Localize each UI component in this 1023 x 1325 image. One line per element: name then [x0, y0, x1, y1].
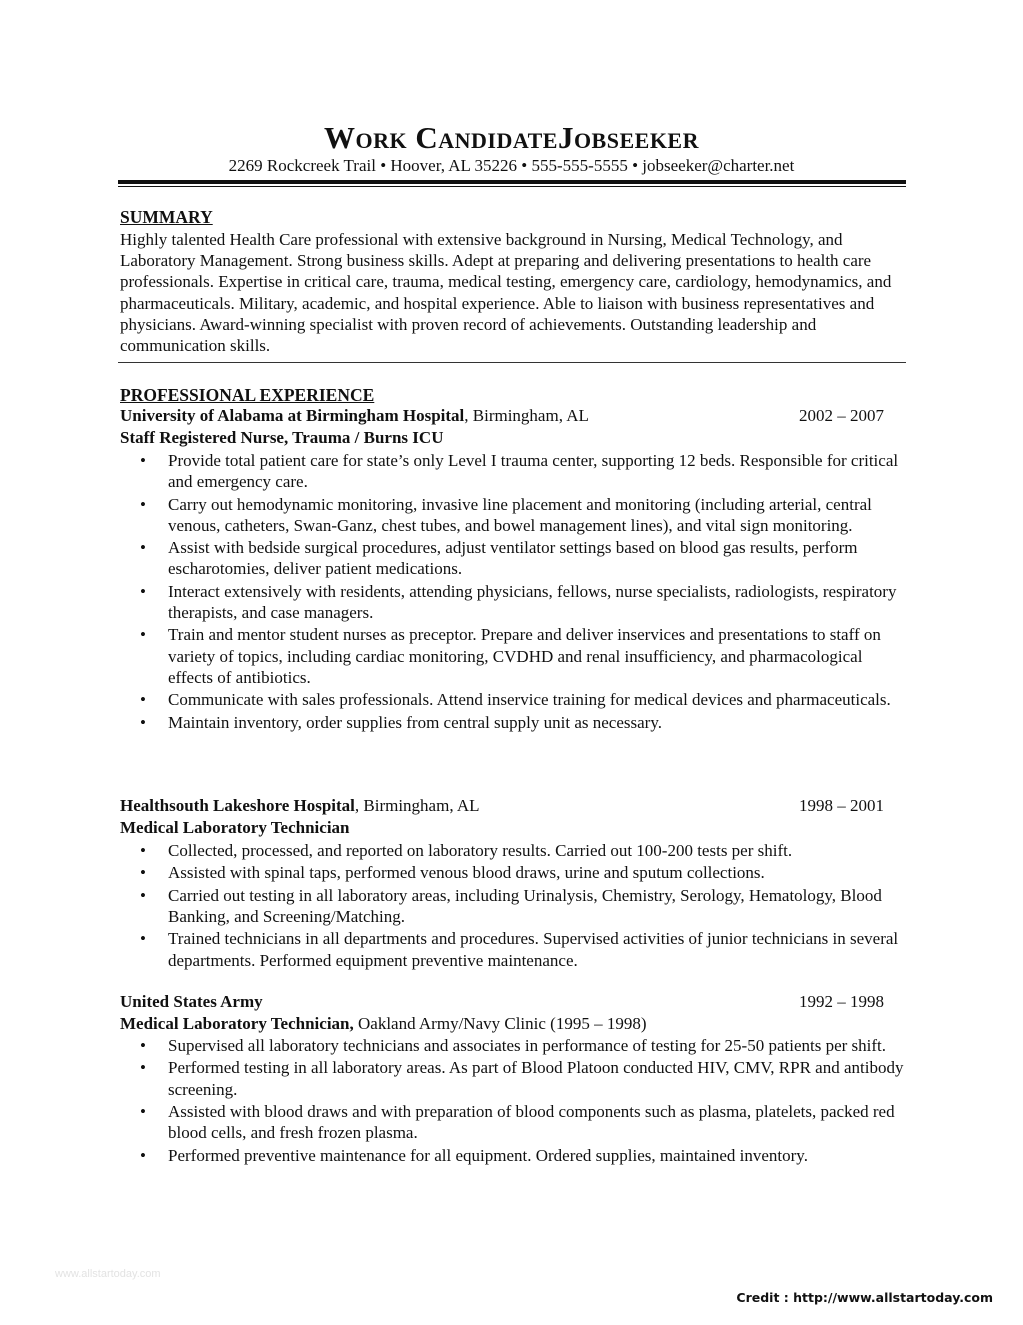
header-rule-thick — [118, 180, 906, 184]
summary-heading: SUMMARY — [120, 207, 213, 227]
header-rule-thin — [118, 186, 906, 187]
job-dates: 1992 – 1998 — [799, 992, 884, 1011]
experience-heading: PROFESSIONAL EXPERIENCE — [120, 385, 375, 405]
contact-line: 2269 Rockcreek Trail • Hoover, AL 35226 • 555-555-5555 • jobseeker@charter.net — [228, 156, 795, 175]
employer-name: Healthsouth Lakeshore Hospital — [120, 796, 355, 815]
job-title-healthsouth — [120, 817, 350, 839]
candidate-name: Work CandidateJobseeker — [323, 120, 699, 155]
job-header-uab — [120, 405, 884, 427]
list-item: • Trained technicians in all departments and procedures. Supervised activities of junior technicians in several departments. Performed equipment preventive maintenance. — [120, 928, 910, 970]
list-item: • Assisted with blood draws and with preparation of blood components such as plasma, platelets, packed red blood cells, and fresh frozen plasma. — [120, 1101, 910, 1143]
list-item: • Interact extensively with residents, attending physicians, fellows, nurse specialists, radiologists, respiratory therapists, and case managers. — [120, 581, 910, 623]
job-bullets-healthsouth — [120, 840, 910, 972]
site-watermark: www.allstartoday.com — [55, 1268, 161, 1280]
employer-name: United States Army — [120, 992, 263, 1011]
list-item: • Carried out testing in all laboratory areas, including Urinalysis, Chemistry, Serology, Hematology, Blood Banking, and Screening/Matching. — [120, 885, 910, 927]
list-item: • Collected, processed, and reported on laboratory results. Carried out 100-200 tests per shift. — [120, 840, 910, 861]
job-dates: 2002 – 2007 — [799, 406, 884, 425]
job-title-uab — [120, 427, 443, 449]
job-title-army — [120, 1013, 647, 1035]
employer-location: , Birmingham, AL — [464, 406, 589, 425]
list-item: • Performed preventive maintenance for all equipment. Ordered supplies, maintained inventory. — [120, 1145, 910, 1166]
job-bullets-army — [120, 1035, 910, 1167]
list-item: • Assist with bedside surgical procedures, adjust ventilator settings based on blood gas results, perform escharotomies, deliver patient medications. — [120, 537, 910, 579]
job-dates: 1998 – 2001 — [799, 796, 884, 815]
list-item: • Train and mentor student nurses as preceptor. Prepare and deliver inservices and presentations to staff on variety of topics, including cardiac monitoring, CVDHD and renal insufficiency, and pharmacological effects of antibiotics. — [120, 624, 910, 688]
list-item: • Communicate with sales professionals. Attend inservice training for medical devices and pharmaceuticals. — [120, 689, 910, 710]
summary-text: Highly talented Health Care professional with extensive background in Nursing, Medical Technology, and Laboratory Management. Strong business skills. Adept at preparing and delivering presentations to health care professionals. Expertise in critical care, trauma, medical testing, emergency care, cardiology, hemodynamics, and pharmaceuticals. Military, academic, and hospital experience. Able to liaison with business representatives and physicians. Award-winning specialist with proven record of achievements. Outstanding leadership and communication skills. — [120, 230, 892, 356]
position-extra: Oakland Army/Navy Clinic (1995 – 1998) — [353, 1014, 647, 1033]
list-item: • Supervised all laboratory technicians and associates in performance of testing for 25-50 patients per shift. — [120, 1035, 910, 1056]
list-item: • Provide total patient care for state’s only Level I trauma center, supporting 12 beds. Responsible for critical and emergency care. — [120, 450, 910, 492]
position-title: Staff Registered Nurse, Trauma / Burns ICU — [120, 428, 444, 447]
job-header-healthsouth — [120, 795, 884, 817]
section-divider — [118, 362, 906, 363]
job-bullets-uab — [120, 450, 910, 734]
position-title: Medical Laboratory Technician, — [120, 1014, 354, 1033]
employer-location: , Birmingham, AL — [354, 796, 480, 815]
list-item: • Performed testing in all laboratory areas. As part of Blood Platoon conducted HIV, CMV, RPR and antibody screening. — [120, 1057, 910, 1099]
position-title: Medical Laboratory Technician — [120, 818, 350, 837]
list-item: • Maintain inventory, order supplies from central supply unit as necessary. — [120, 712, 910, 733]
credit-link[interactable]: Credit : http://www.allstartoday.com — [736, 1290, 993, 1305]
list-item: • Assisted with spinal taps, performed venous blood draws, urine and sputum collections. — [120, 862, 910, 883]
list-item: • Carry out hemodynamic monitoring, invasive line placement and monitoring (including arterial, central venous, catheters, Swan-Ganz, chest tubes, and bowel management lines), and vital sign monitoring. — [120, 494, 910, 536]
employer-name: University of Alabama at Birmingham Hospital — [120, 406, 465, 425]
job-header-army — [120, 991, 884, 1013]
